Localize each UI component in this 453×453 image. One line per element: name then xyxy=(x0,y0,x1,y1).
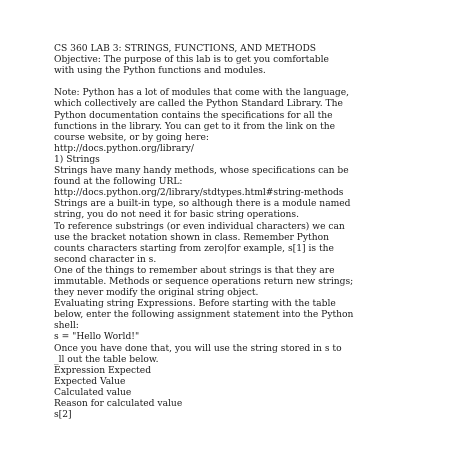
objective-line: Objective: The purpose of this lab is to get you comfortable xyxy=(54,55,329,66)
body-line: counts characters starting from zero|for example, s[1] is the xyxy=(54,243,334,254)
body-line: Once you have done that, you will use the string stored in s to xyxy=(54,343,342,354)
assignment-statement: s = "Hello World!" xyxy=(54,332,140,343)
string-methods-url: http://docs.python.org/2/library/stdtypes.html#string-methods xyxy=(54,188,344,199)
note-line: course website, or by going here: xyxy=(54,132,209,143)
table-header-line: Expression Expected xyxy=(54,365,152,376)
body-line: shell: xyxy=(54,321,79,332)
body-line: Strings have many handy methods, whose specifications can be xyxy=(54,166,349,177)
body-line: One of the things to remember about strings is that they are xyxy=(54,265,335,276)
note-line: Note: Python has a lot of modules that come with the language, xyxy=(54,88,350,99)
document-page xyxy=(54,44,414,421)
objective-paragraph xyxy=(54,55,414,77)
body-line: immutable. Methods or sequence operations return new strings; xyxy=(54,276,354,287)
note-line: functions in the library. You can get to it from the link on the xyxy=(54,121,336,132)
document-title: CS 360 LAB 3: STRINGS, FUNCTIONS, AND METHODS xyxy=(54,44,317,54)
note-paragraph xyxy=(54,88,414,155)
body-line: string, you do not need it for basic string operations. xyxy=(54,210,300,221)
body-line: found at the following URL: xyxy=(54,177,183,188)
body-line: second character in s. xyxy=(54,254,157,265)
note-line: Python documentation contains the specifications for all the xyxy=(54,110,333,121)
body-line: _ll out the table below. xyxy=(54,354,159,365)
body-line: below, enter the following assignment statement into the Python xyxy=(54,310,354,321)
paragraph-gap xyxy=(54,77,414,88)
table-expression: s[2] xyxy=(54,410,72,421)
body-line: To reference substrings (or even individual characters) we can xyxy=(54,221,345,232)
table-header-line: Calculated value xyxy=(54,387,132,398)
note-line: which collectively are called the Python Standard Library. The xyxy=(54,99,343,110)
body-line: Strings are a built-in type, so although there is a module named xyxy=(54,199,351,210)
strings-section-body xyxy=(54,166,414,421)
body-line: use the bracket notation shown in class. Remember Python xyxy=(54,232,329,243)
table-header-line: Reason for calculated value xyxy=(54,399,183,409)
table-header-line: Expected Value xyxy=(54,376,126,387)
body-line: Evaluating string Expressions. Before starting with the table xyxy=(54,299,336,310)
body-line: they never modify the original string object. xyxy=(54,288,259,299)
section-heading-strings: 1) Strings xyxy=(54,154,100,165)
objective-line: with using the Python functions and modules. xyxy=(54,66,266,77)
library-url: http://docs.python.org/library/ xyxy=(54,143,194,154)
